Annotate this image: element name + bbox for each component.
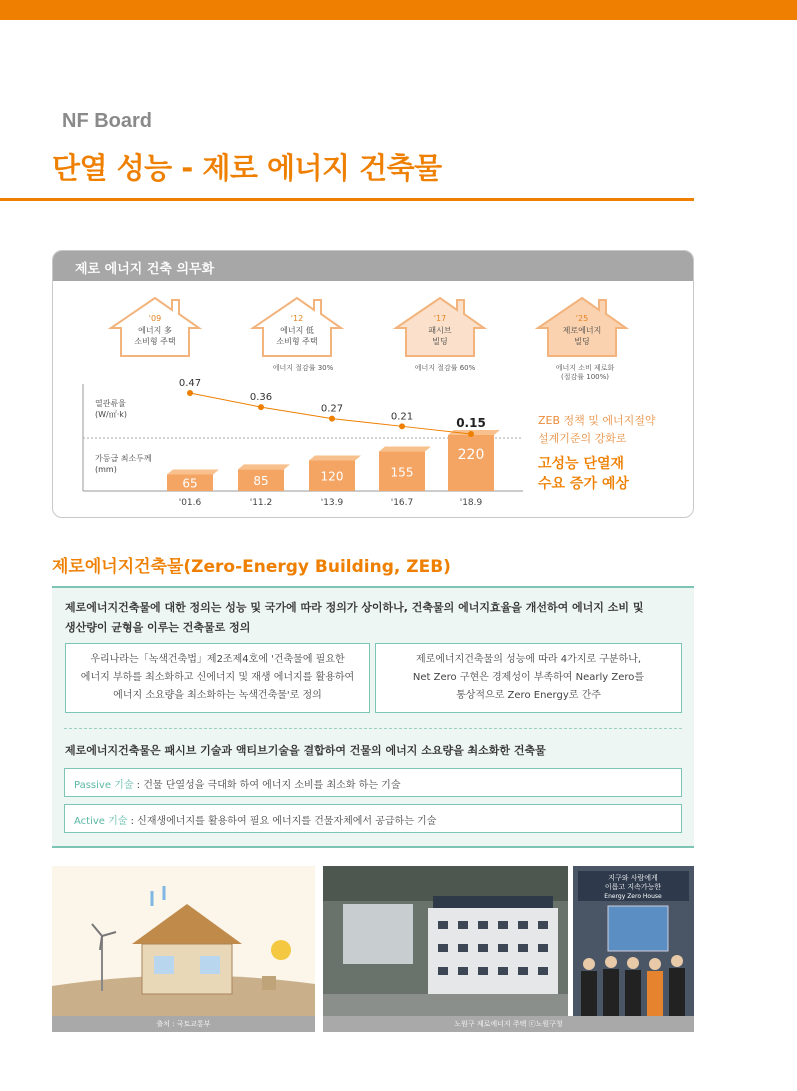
house-icon-2025	[538, 298, 626, 381]
brand-label: NF Board	[62, 110, 152, 132]
line-point	[399, 423, 405, 429]
x-tick-labels	[179, 498, 483, 508]
house-line: 에너지 低	[280, 326, 314, 335]
zero-energy-mandate-panel	[52, 250, 694, 518]
card-line: 제로에너지건축물의 성능에 따라 4가지로 구분하나,	[415, 654, 642, 665]
line-point	[258, 404, 264, 410]
active-text: : 신재생에너지를 활용하여 필요 에너지를 건물자체에서 공급하는 기술	[127, 816, 437, 827]
house-icon-2017	[396, 298, 484, 372]
zeb-definition	[65, 598, 685, 638]
line-value-label: 0.47	[178, 378, 202, 389]
ceremony-photo	[573, 866, 694, 1016]
bar-top	[379, 447, 431, 452]
line-series	[179, 378, 486, 437]
left-photo-caption: 출처 : 국토교통부	[52, 1016, 315, 1032]
card-line: Net Zero 구현은 경제성이 부족하여 Nearly Zero를	[412, 672, 645, 683]
zeb-definition-line: 제로에너지건축물에 대한 정의는 성능 및 국가에 따라 정의가 상이하나, 건축물의 에너지효율을 개선하여 에너지 소비 및	[65, 601, 644, 614]
house-line: 소비형 주택	[276, 337, 318, 346]
line-value-label: 0.21	[390, 411, 414, 423]
sign-text: Energy Zero House	[604, 893, 662, 900]
bar-axis-label: 가등급 최소두께	[95, 454, 152, 463]
panel-title: 제로 에너지 건축 의무화	[53, 251, 693, 281]
top-accent-bar	[0, 0, 797, 20]
passive-tech-row	[64, 768, 682, 797]
bar-top	[167, 469, 219, 474]
title-divider	[0, 198, 694, 201]
active-key: Active 기술	[74, 816, 128, 827]
line-axis-label: 열관류율	[95, 399, 126, 408]
x-tick-label: '18.9	[459, 498, 483, 508]
line-axis-unit: (W/㎡·k)	[95, 410, 128, 419]
zeb-diagram-image	[52, 866, 315, 1016]
house-caption: 에너지 절감률 30%	[272, 364, 334, 372]
passive-key: Passive 기술	[74, 780, 134, 791]
bar-axis-unit: (mm)	[95, 465, 117, 474]
side-note: ZEB 정책 및 에너지절약	[538, 414, 656, 427]
house-caption: 에너지 절감률 60%	[414, 364, 476, 372]
card-line: 에너지 부하를 최소화하고 신에너지 및 재생 에너지를 활용하여	[80, 672, 355, 683]
house-year: '12	[290, 314, 304, 323]
card-line: 통상적으로 Zero Energy로 간주	[456, 690, 601, 701]
house-year: '09	[148, 314, 162, 323]
house-caption: (절감률 100%)	[561, 373, 609, 381]
line-value-label: 0.36	[249, 392, 273, 404]
house-line: 소비형 주택	[134, 337, 176, 346]
house-line: 빌딩	[432, 337, 448, 346]
side-highlight: 고성능 단열재	[538, 456, 625, 472]
house-line: 패시브	[428, 326, 452, 335]
side-highlight: 수요 증가 예상	[538, 476, 629, 492]
bar-value-label: 220	[457, 447, 485, 463]
house-year: '25	[575, 314, 589, 323]
zeb-definition-line: 생산량이 균형을 이루는 건축물로 정의	[65, 621, 251, 634]
bar-value-label: 155	[390, 465, 414, 480]
x-tick-label: '11.2	[249, 498, 273, 508]
card-line: 우리나라는「녹색건축법」제2조제4호에 '건축물에 필요한	[90, 654, 345, 665]
line-point	[187, 390, 193, 396]
line-value-label: 0.27	[320, 403, 344, 415]
dotted-divider	[64, 728, 682, 729]
sign-text: 이롭고 지속가능한	[604, 883, 662, 891]
passive-text: : 건물 단열성을 극대화 하여 에너지 소비를 최소화 하는 기술	[133, 780, 401, 791]
bar-series	[167, 430, 500, 491]
line-point	[329, 416, 335, 422]
zeb-subtitle: 제로에너지건축물은 패시브 기술과 액티브기술을 결합하여 건물의 에너지 소요량을 최소화한 건축물	[65, 744, 546, 757]
bar-top	[238, 464, 290, 469]
card-line: 에너지 소요량을 최소화하는 녹색건축물'로 정의	[113, 690, 322, 701]
x-tick-label: '01.6	[178, 498, 202, 508]
house-icon-2009	[111, 298, 199, 356]
house-icon-2012	[253, 298, 341, 372]
bar-value-label: 120	[320, 469, 344, 484]
nowon-house-photo	[323, 866, 568, 1016]
line-point	[468, 431, 474, 437]
zeb-section-title: 제로에너지건축물(Zero-Energy Building, ZEB)	[52, 557, 451, 577]
x-tick-label: '13.9	[320, 498, 344, 508]
house-caption: 에너지 소비 제로화	[555, 364, 615, 372]
house-line: 빌딩	[574, 337, 590, 346]
x-tick-label: '16.7	[390, 498, 414, 508]
active-tech-row	[64, 804, 682, 833]
side-note: 설계기준의 강화로	[538, 432, 627, 445]
house-year: '17	[433, 314, 447, 323]
bar-mark	[448, 435, 494, 491]
sign-text: 지구와 사람에게	[608, 874, 658, 882]
right-photo-caption: 노원구 제로에너지 주택 ⓒ노원구청	[323, 1016, 694, 1032]
bar-value-label: 65	[182, 476, 198, 491]
korea-definition-card	[65, 643, 370, 713]
house-line: 제로에너지	[562, 326, 602, 335]
page-title: 단열 성능 - 제로 에너지 건축물	[52, 151, 442, 185]
zeb-info-box	[52, 586, 694, 848]
house-line: 에너지 多	[138, 326, 172, 335]
mandate-chart	[53, 251, 694, 518]
bar-top	[309, 455, 361, 460]
line-value-label: 0.15	[456, 416, 486, 430]
bar-value-label: 85	[253, 474, 269, 489]
performance-card	[375, 643, 682, 713]
